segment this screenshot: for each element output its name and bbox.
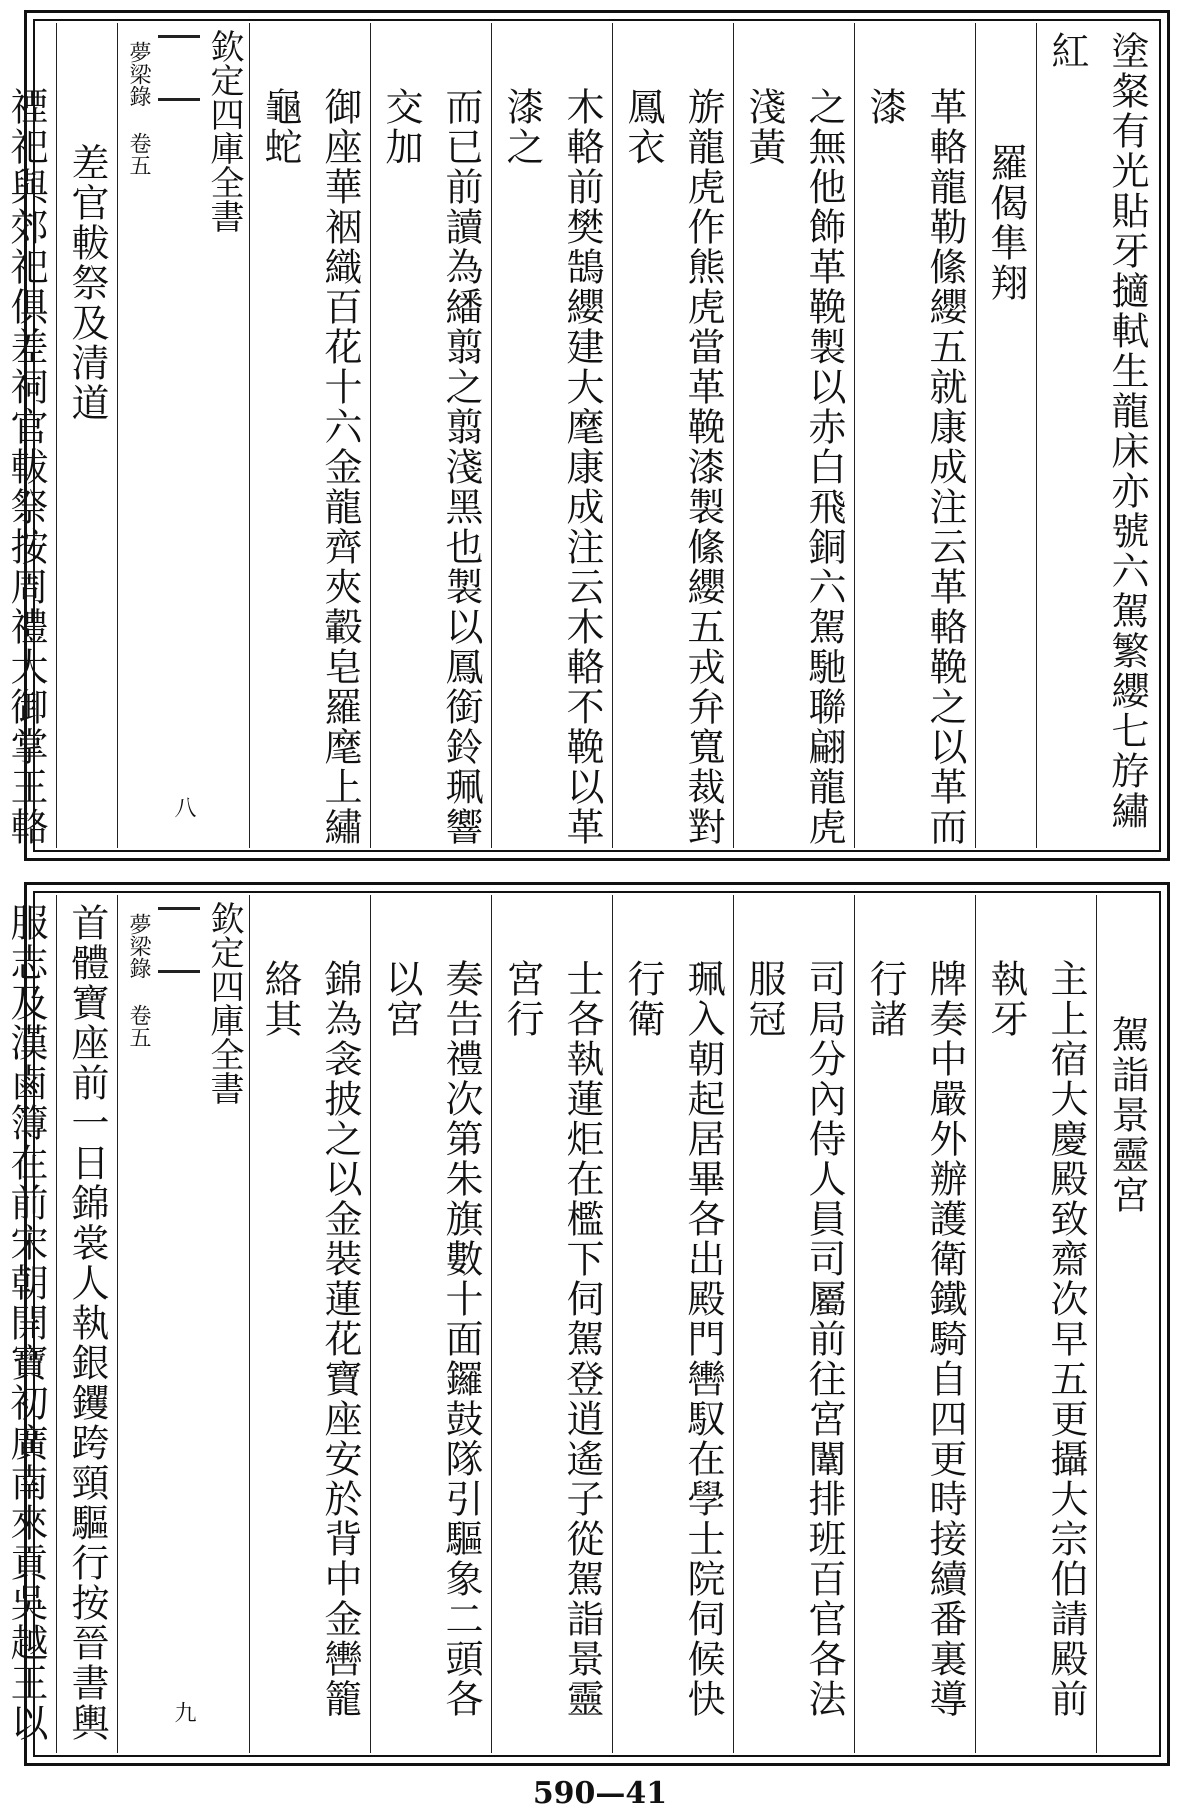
text-columns [4, 23, 1157, 848]
page-footer-number: 590—41 [532, 1776, 668, 1811]
page-upper-leaf [4, 10, 1170, 861]
text-column: 司局分內侍人員司屬前往宮闈排班百官各法服冠 [733, 895, 854, 1753]
text-column: 主上宿大慶殿致齋次早五更攝大宗伯請殿前執牙 [975, 895, 1096, 1753]
text-column: 旂龍虎作熊虎當革鞔漆製絛纓五戎弁寬裁對鳳衣 [612, 23, 733, 848]
fish-tail-ornament-icon [158, 907, 200, 973]
section-heading: 駕詣景靈宮 [1096, 895, 1157, 1753]
section-heading: 羅偈隼翔 [975, 23, 1036, 848]
text-column: 禋祀與郊祀俱差祠官軷祭按周禮大御掌王輅 [0, 23, 56, 848]
text-column: 革輅龍勒絛纓五就康成注云革輅鞔之以革而漆 [854, 23, 975, 848]
book-title: 欽定四庫全書 [204, 901, 244, 1105]
leaf-number: 八 [171, 796, 196, 818]
text-column: 木輅前樊鵠纓建大麾康成注云木輅不鞔以革漆之 [491, 23, 612, 848]
book-title: 欽定四庫全書 [204, 29, 244, 233]
text-column: 塗粲有光貼牙擿軾生龍床亦號六駕繁纓七斿繡紅 [1036, 23, 1157, 848]
text-column: 首體寶座前一日錦裳人執銀钁跨頸驅行按晉書輿 [56, 895, 117, 1753]
chapter-label: 夢梁錄 卷五 [126, 41, 151, 176]
text-column: 之無他飾革鞔製以赤白飛銅六駕馳聯翩龍虎淺黃 [733, 23, 854, 848]
fish-tail-ornament-icon [158, 35, 200, 101]
leaf-number: 九 [171, 1701, 196, 1723]
fold-center-column [117, 895, 249, 1753]
text-column: 牌奏中嚴外辦護衛鐵騎自四更時接續番裏導行諸 [854, 895, 975, 1753]
text-column: 錦為衾披之以金裝蓮花寶座安於背中金轡籠絡其 [249, 895, 370, 1753]
text-column: 服志及漢鹵簿在前宋朝開寶初廣南來貢吳越王以 [0, 895, 56, 1753]
text-column: 珮入朝起居畢各出殿門轡馭在學士院伺候快行衛 [612, 895, 733, 1753]
text-column: 御座華裀織百花十六金龍齊夾轂皂羅麾上繡龜蛇 [249, 23, 370, 848]
text-column: 奏告禮次第朱旗數十面鑼鼓隊引驅象二頭各以宮 [370, 895, 491, 1753]
page-lower-leaf [4, 882, 1170, 1766]
section-heading: 差官軷祭及清道 [56, 23, 117, 848]
text-column: 士各執蓮炬在檻下伺駕登逍遙子從駕詣景靈宮行 [491, 895, 612, 1753]
fold-center-column [117, 23, 249, 848]
chapter-label: 夢梁錄 卷五 [126, 913, 151, 1048]
text-columns [4, 895, 1157, 1753]
text-column: 而已前讀為繙翦之翦淺黑也製以鳳銜鈴珮響交加 [370, 23, 491, 848]
